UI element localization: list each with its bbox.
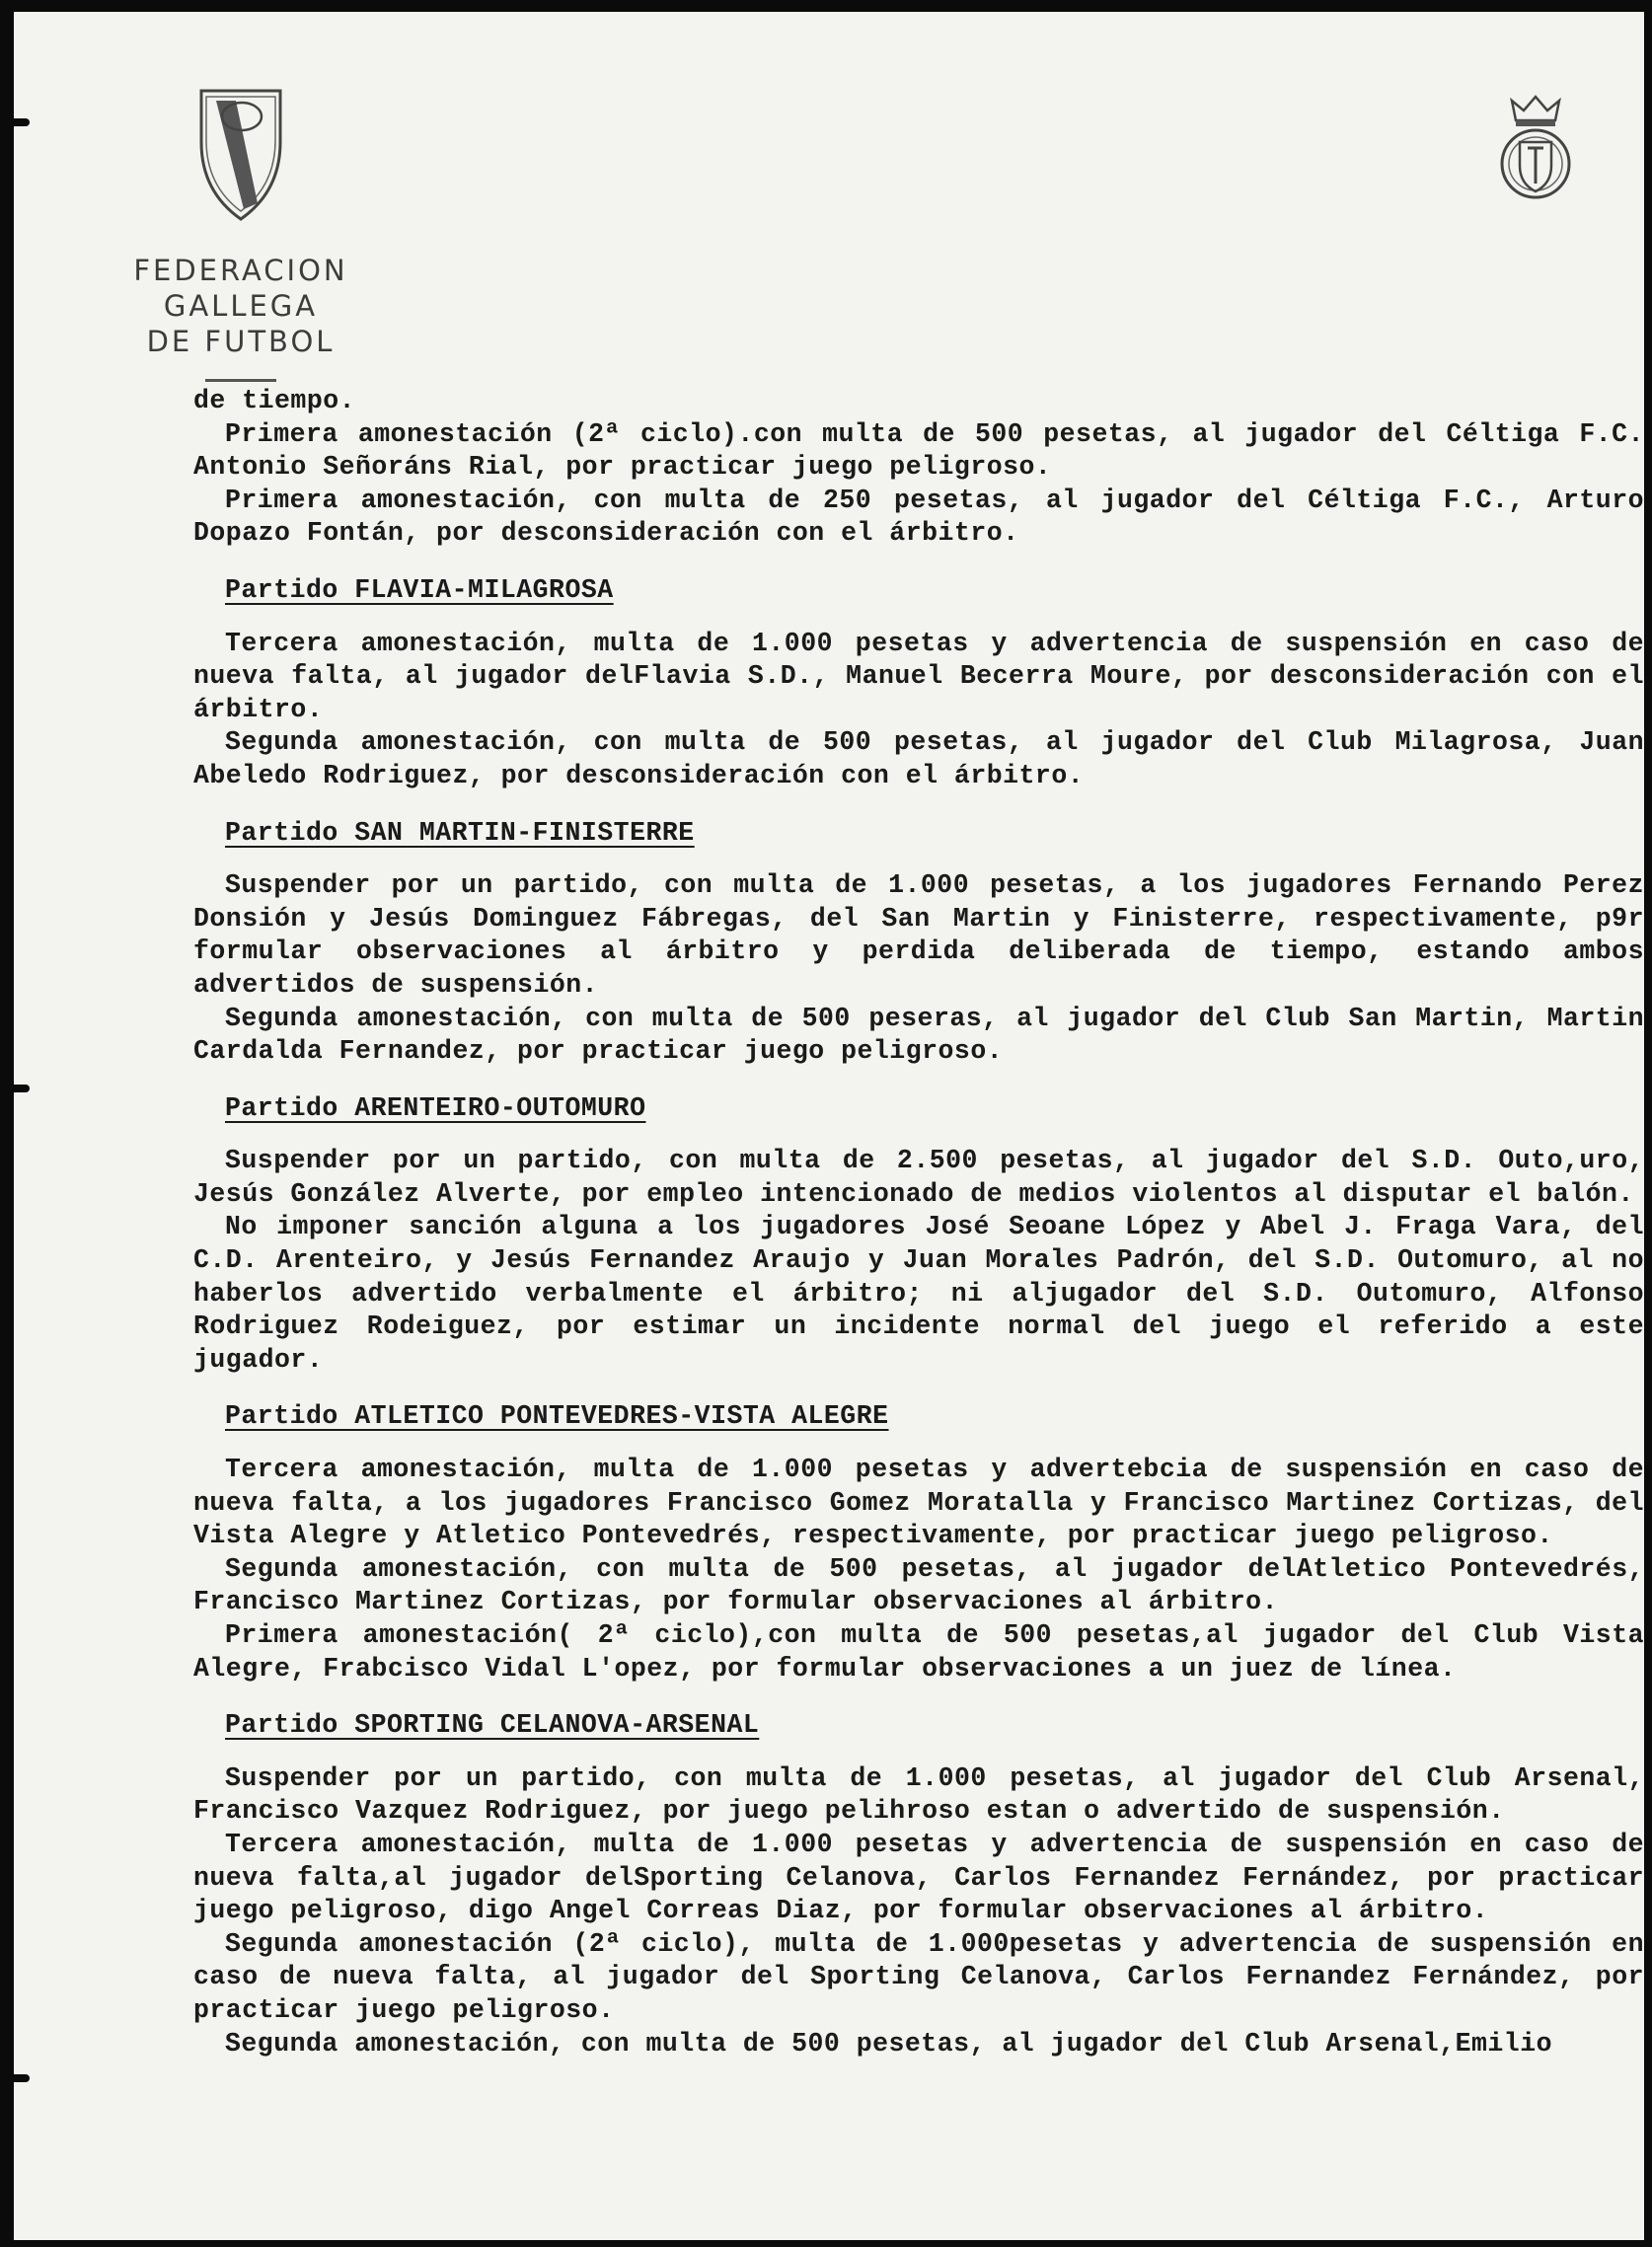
- paragraph: Suspender por un partido, con multa de 2.500 pesetas, al jugador del S.D. Outo,uro, Jesús González Alverte, por empleo intencionado de medios violentos al disputar el balón.: [193, 1146, 1644, 1209]
- paragraph: Primera amonestación, con multa de 250 pesetas, al jugador del Céltiga F.C., Arturo Dopazo Fontán, por desconsideración con el árbitro.: [193, 485, 1644, 549]
- intro-line: de tiempo.: [193, 386, 356, 415]
- section-heading: Partido FLAVIA-MILAGROSA: [225, 574, 614, 605]
- paragraph: Segunda amonestación (2ª ciclo), multa de 1.000pesetas y advertencia de suspensión en caso de nueva falta, al jugador del Sporting Celanova, Carlos Fernandez Fernández, por practicar juego peligroso.: [193, 1928, 1644, 2025]
- paragraph: Segunda amonestación, con multa de 500 pesetas, al jugador delAtletico Pontevedrés, Francisco Martinez Cortizas, por formular observaciones al árbitro.: [193, 1553, 1644, 1617]
- binder-hole: [14, 118, 30, 126]
- paragraph: Suspender por un partido, con multa de 1.000 pesetas, al jugador del Club Arsenal, Francisco Vazquez Rodriguez, por juego pelihroso estan o advertido de suspensión.: [193, 1762, 1644, 1827]
- document-page: [14, 12, 1644, 2240]
- paragraph: Primera amonestación( 2ª ciclo),con multa de 500 pesetas,al jugador del Club Vista Alegre, Frabcisco Vidal L'opez, por formular observaciones a un juez de línea.: [193, 1620, 1644, 1684]
- federation-name-line1: FEDERACION GALLEGA: [133, 254, 348, 323]
- section-heading: Partido ATLETICO PONTEVEDRES-VISTA ALEGRE: [225, 1401, 889, 1432]
- section-heading: Partido SPORTING CELANOVA-ARSENAL: [225, 1710, 760, 1741]
- royal-crest-logo: [1494, 93, 1577, 203]
- section-heading: Partido SAN MARTIN-FINISTERRE: [225, 817, 695, 848]
- paragraph: Segunda amonestación, con multa de 500 pesetas, al jugador del Club Milagrosa, Juan Abeledo Rodriguez, por desconsideración con el árbitro.: [193, 727, 1644, 790]
- paragraph: Primera amonestación (2ª ciclo).con multa de 500 pesetas, al jugador del Céltiga F.C. Antonio Señoráns Rial, por practicar juego peligroso.: [193, 418, 1644, 483]
- paragraph: Tercera amonestación, multa de 1.000 pesetas y advertencia de suspensión en caso de nueva falta, al jugador delFlavia S.D., Manuel Becerra Moure, por desconsideración con el árbitro.: [193, 628, 1644, 724]
- federation-shield-logo: [196, 83, 285, 221]
- paragraph: No imponer sanción alguna a los jugadores José Seoane López y Abel J. Fraga Vara, del C.D. Arenteiro, y Jesús Fernandez Araujo y Juan Morales Padrón, del S.D. Outomuro, al no haberlos advertido verbalmente el árbitro; ni aljugador del S.D. Outomuro, Alfonso Rodriguez Rodeiguez, por estimar un incidente normal del juego el referido a este jugador.: [193, 1212, 1644, 1375]
- section: [193, 1400, 1644, 1685]
- binder-hole: [14, 1085, 30, 1092]
- section-heading: Partido ARENTEIRO-OUTOMURO: [225, 1092, 646, 1123]
- document-body: [193, 385, 1644, 2060]
- section: [193, 817, 1644, 1069]
- section: [193, 418, 1644, 551]
- section: [193, 1709, 1644, 2060]
- binder-hole: [14, 2074, 30, 2082]
- section: [193, 1092, 1644, 1378]
- paragraph: Tercera amonestación, multa de 1.000 pesetas y advertencia de suspensión en caso de nueva falta,al jugador delSporting Celanova, Carlos Fernandez Fernández, por practicar juego peligroso, digo Angel Correas Diaz, por formular observaciones al árbitro.: [193, 1829, 1644, 1926]
- paragraph: Suspender por un partido, con multa de 1.000 pesetas, a los jugadores Fernando Perez Donsión y Jesús Dominguez Fábregas, del San Martin y Finisterre, respectivamente, p9r formular observaciones al árbitro y perdida deliberada de tiempo, estando ambos advertidos de suspensión.: [193, 870, 1644, 1000]
- section: [193, 574, 1644, 793]
- paragraph: Segunda amonestación, con multa de 500 peseras, al jugador del Club San Martin, Martin Cardalda Fernandez, por practicar juego peligroso.: [193, 1003, 1644, 1067]
- letterhead-rule: [205, 379, 276, 382]
- paragraph: Tercera amonestación, multa de 1.000 pesetas y advertebcia de suspensión en caso de nueva falta, a los jugadores Francisco Gomez Moratalla y Francisco Martinez Cortizas, del Vista Alegre y Atletico Pontevedrés, respectivamente, por practicar juego peligroso.: [193, 1455, 1644, 1551]
- paragraph: Segunda amonestación, con multa de 500 pesetas, al jugador del Club Arsenal,Emilio: [225, 2028, 1553, 2059]
- federation-name-line2: DE FUTBOL: [146, 325, 336, 358]
- letterhead: [53, 83, 428, 382]
